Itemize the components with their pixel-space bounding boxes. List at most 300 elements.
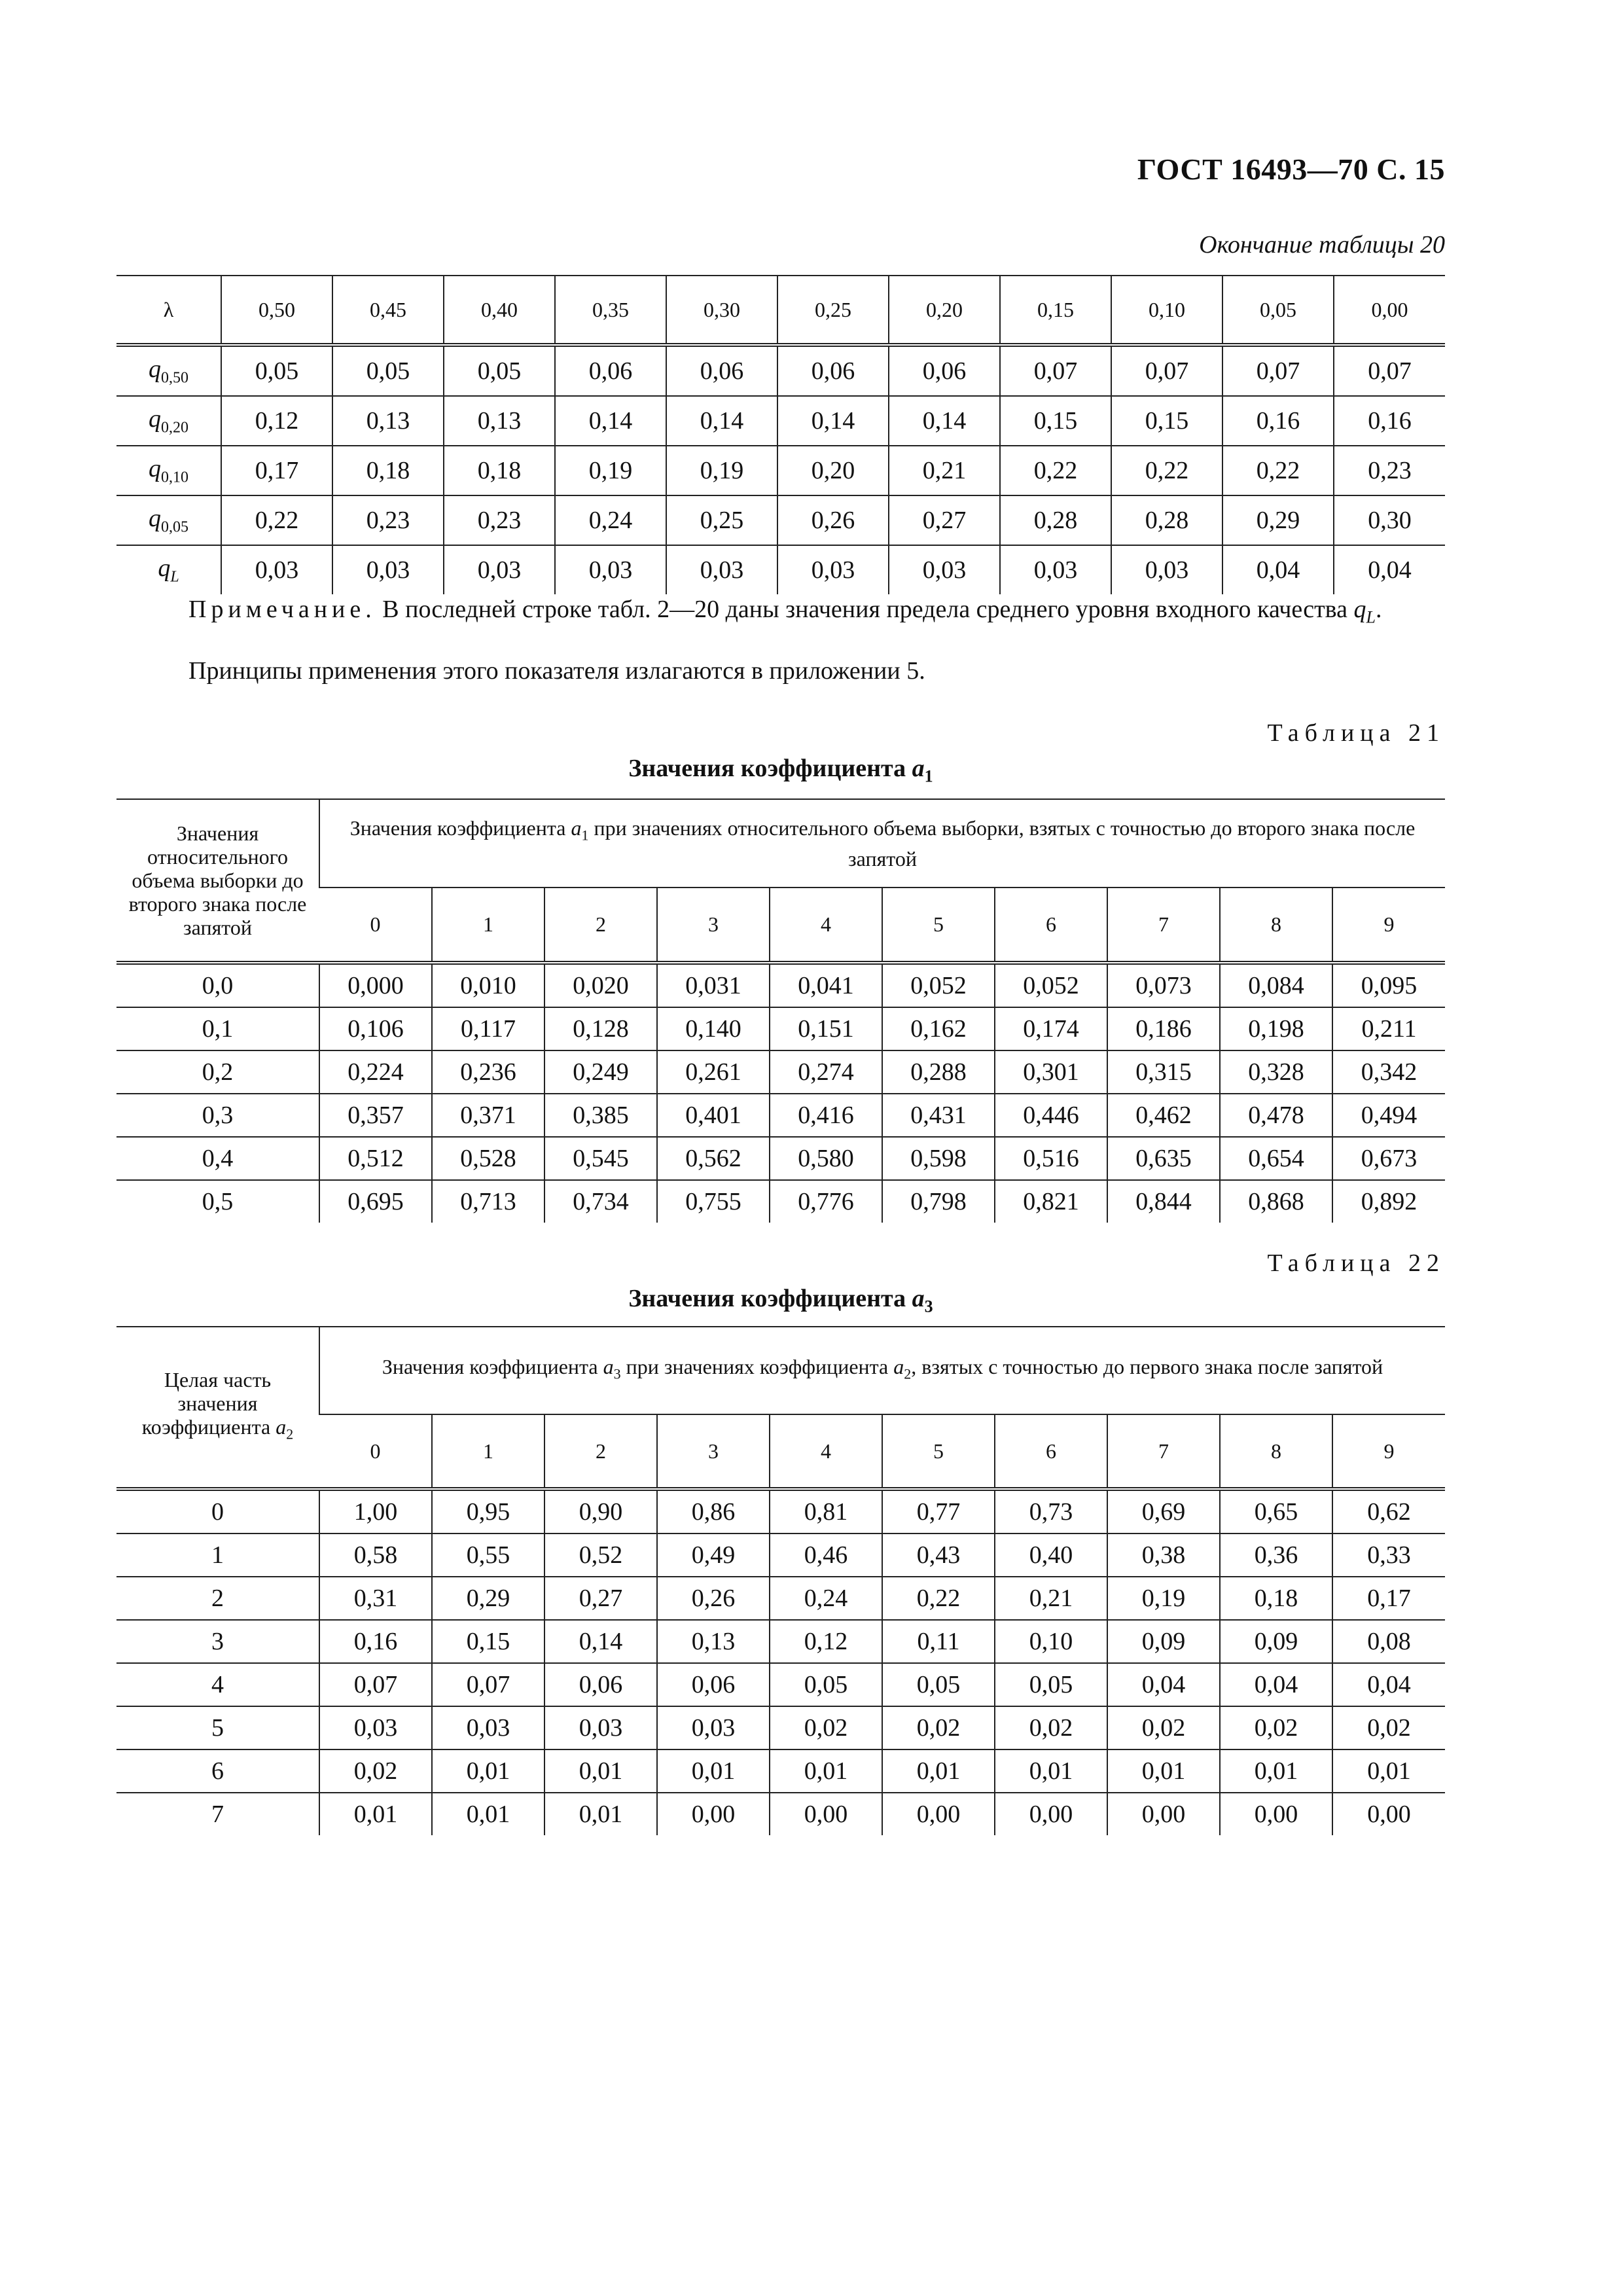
table-row bbox=[116, 1180, 1445, 1223]
digit-header: 3 bbox=[657, 1414, 770, 1489]
table-row bbox=[116, 545, 1445, 594]
table-22-title-sym: a bbox=[912, 1285, 925, 1312]
digit-header: 9 bbox=[1332, 888, 1445, 963]
table-cell: 0,301 bbox=[995, 1050, 1107, 1094]
lambda-value: 0,50 bbox=[221, 276, 332, 345]
table-cell: 0,198 bbox=[1220, 1007, 1332, 1050]
table-22-rowhead bbox=[116, 1327, 319, 1489]
table-cell: 0,28 bbox=[1111, 495, 1222, 545]
table-cell: 0,106 bbox=[319, 1007, 432, 1050]
table-cell: 0,776 bbox=[770, 1180, 882, 1223]
table-cell: 0,95 bbox=[432, 1489, 544, 1534]
table-cell: 0,15 bbox=[432, 1620, 544, 1663]
row-key: 0,1 bbox=[116, 1007, 319, 1050]
table-cell: 0,416 bbox=[770, 1094, 882, 1137]
table-cell: 0,14 bbox=[544, 1620, 657, 1663]
table-20 bbox=[116, 275, 1445, 594]
table-cell: 0,151 bbox=[770, 1007, 882, 1050]
table-cell: 0,18 bbox=[332, 446, 444, 495]
digit-header: 6 bbox=[995, 1414, 1107, 1489]
table-cell: 0,328 bbox=[1220, 1050, 1332, 1094]
lambda-value: 0,45 bbox=[332, 276, 444, 345]
table-21-label: Таблица 21 bbox=[1267, 719, 1445, 747]
table-cell: 0,03 bbox=[889, 545, 1000, 594]
table-cell: 0,58 bbox=[319, 1534, 432, 1577]
table-cell: 0,07 bbox=[1000, 345, 1111, 396]
lambda-value: 0,10 bbox=[1111, 276, 1222, 345]
table-cell: 0,46 bbox=[770, 1534, 882, 1577]
table-21-title-sym: a bbox=[912, 755, 925, 782]
table-cell: 0,140 bbox=[657, 1007, 770, 1050]
table-cell: 0,052 bbox=[882, 963, 995, 1007]
table-cell: 0,04 bbox=[1334, 545, 1445, 594]
digit-header: 6 bbox=[995, 888, 1107, 963]
digit-header: 8 bbox=[1220, 1414, 1332, 1489]
table-row bbox=[116, 396, 1445, 446]
table-22 bbox=[116, 1326, 1445, 1835]
table-cell: 0,095 bbox=[1332, 963, 1445, 1007]
table-cell: 0,03 bbox=[432, 1706, 544, 1749]
table-note bbox=[116, 594, 1445, 633]
table-cell: 0,03 bbox=[319, 1706, 432, 1749]
digit-header: 5 bbox=[882, 1414, 995, 1489]
digit-header: 7 bbox=[1107, 888, 1220, 963]
table-cell: 0,25 bbox=[666, 495, 777, 545]
table-cell: 0,13 bbox=[657, 1620, 770, 1663]
table-cell: 0,03 bbox=[777, 545, 889, 594]
table-22-label: Таблица 22 bbox=[1267, 1249, 1445, 1277]
table-21 bbox=[116, 798, 1445, 1223]
table-cell: 0,15 bbox=[1000, 396, 1111, 446]
table-cell: 0,01 bbox=[1220, 1749, 1332, 1793]
table-cell: 0,05 bbox=[995, 1663, 1107, 1706]
digit-header: 0 bbox=[319, 1414, 432, 1489]
table-cell: 0,315 bbox=[1107, 1050, 1220, 1094]
table-cell: 0,01 bbox=[657, 1749, 770, 1793]
table-row bbox=[116, 1749, 1445, 1793]
table-cell: 0,13 bbox=[444, 396, 555, 446]
table-22-colhead-b: при значениях коэффициента bbox=[620, 1355, 894, 1379]
table-cell: 0,695 bbox=[319, 1180, 432, 1223]
table-cell: 0,02 bbox=[1107, 1706, 1220, 1749]
table-22-title-sub: 3 bbox=[924, 1297, 933, 1316]
table-cell: 0,117 bbox=[432, 1007, 544, 1050]
table-row bbox=[116, 1577, 1445, 1620]
table-cell: 0,18 bbox=[444, 446, 555, 495]
table-22-colhead-c: , взятых с точностью до первого знака после запятой bbox=[911, 1355, 1383, 1379]
lambda-value: 0,30 bbox=[666, 276, 777, 345]
table-cell: 0,010 bbox=[432, 963, 544, 1007]
table-cell: 0,10 bbox=[995, 1620, 1107, 1663]
note-end: . bbox=[1375, 596, 1382, 623]
table-row bbox=[116, 1489, 1445, 1534]
table-cell: 0,01 bbox=[882, 1749, 995, 1793]
table-cell: 0,23 bbox=[1334, 446, 1445, 495]
table-cell: 0,73 bbox=[995, 1489, 1107, 1534]
table-row bbox=[116, 963, 1445, 1007]
table-cell: 0,868 bbox=[1220, 1180, 1332, 1223]
table-cell: 0,07 bbox=[432, 1663, 544, 1706]
lambda-value: 0,25 bbox=[777, 276, 889, 345]
table-row bbox=[116, 1137, 1445, 1180]
table-cell: 0,03 bbox=[444, 545, 555, 594]
row-key: 0,5 bbox=[202, 1188, 234, 1215]
table-21-rowhead: Значения относительного объема выборки до второго знака после запятой bbox=[116, 799, 319, 963]
table-cell: 0,385 bbox=[544, 1094, 657, 1137]
row-symbol-sub: 0,10 bbox=[161, 469, 188, 486]
table-cell: 0,05 bbox=[882, 1663, 995, 1706]
table-cell: 0,073 bbox=[1107, 963, 1220, 1007]
table-cell: 0,734 bbox=[544, 1180, 657, 1223]
table-22-rowhead-sub: 2 bbox=[286, 1426, 294, 1443]
table-cell: 0,16 bbox=[1222, 396, 1334, 446]
table-cell: 0,04 bbox=[1332, 1663, 1445, 1706]
table-cell: 0,05 bbox=[221, 345, 332, 396]
table-cell: 0,02 bbox=[1332, 1706, 1445, 1749]
row-symbol-letter: q bbox=[158, 554, 171, 583]
table-cell: 0,00 bbox=[657, 1793, 770, 1835]
note-label: Примечание. bbox=[188, 596, 376, 623]
table-cell: 0,654 bbox=[1220, 1137, 1332, 1180]
table-cell: 0,19 bbox=[555, 446, 666, 495]
row-key: 6 bbox=[116, 1749, 319, 1793]
table-cell: 0,07 bbox=[1111, 345, 1222, 396]
table-cell: 0,01 bbox=[544, 1793, 657, 1835]
table-cell: 0,01 bbox=[432, 1793, 544, 1835]
table-cell: 0,673 bbox=[1332, 1137, 1445, 1180]
table-cell: 0,713 bbox=[432, 1180, 544, 1223]
table-cell: 0,15 bbox=[1111, 396, 1222, 446]
table-22-rowhead-sym: a bbox=[276, 1415, 287, 1439]
table-cell: 0,19 bbox=[1107, 1577, 1220, 1620]
table-cell: 0,55 bbox=[432, 1534, 544, 1577]
table-cell: 0,33 bbox=[1332, 1534, 1445, 1577]
table-cell: 0,01 bbox=[1107, 1749, 1220, 1793]
table-22-title bbox=[116, 1284, 1445, 1317]
table-cell: 0,516 bbox=[995, 1137, 1107, 1180]
table-cell: 0,26 bbox=[777, 495, 889, 545]
row-symbol-sub: 0,05 bbox=[161, 518, 188, 536]
row-symbol bbox=[116, 396, 221, 446]
table-cell: 0,02 bbox=[995, 1706, 1107, 1749]
table-cell: 0,22 bbox=[1111, 446, 1222, 495]
table-cell: 0,18 bbox=[1220, 1577, 1332, 1620]
digit-header: 1 bbox=[432, 1414, 544, 1489]
table-cell: 0,04 bbox=[1107, 1663, 1220, 1706]
table-20-header-row bbox=[116, 276, 1445, 345]
table-cell: 0,431 bbox=[882, 1094, 995, 1137]
table-cell: 0,36 bbox=[1220, 1534, 1332, 1577]
row-key: 4 bbox=[116, 1663, 319, 1706]
table-cell: 0,24 bbox=[555, 495, 666, 545]
table-cell: 0,755 bbox=[657, 1180, 770, 1223]
row-symbol-letter: q bbox=[149, 355, 161, 384]
table-row bbox=[116, 495, 1445, 545]
table-cell: 0,22 bbox=[1000, 446, 1111, 495]
table-cell: 0,26 bbox=[657, 1577, 770, 1620]
table-cell: 0,16 bbox=[1334, 396, 1445, 446]
table-22-colhead-sub2: 2 bbox=[904, 1365, 912, 1382]
table-cell: 0,12 bbox=[221, 396, 332, 446]
table-cell: 0,65 bbox=[1220, 1489, 1332, 1534]
table-cell: 0,23 bbox=[444, 495, 555, 545]
table-22-colhead-sym2: a bbox=[893, 1355, 904, 1379]
table-cell: 0,27 bbox=[544, 1577, 657, 1620]
table-cell: 0,00 bbox=[1220, 1793, 1332, 1835]
row-key: 3 bbox=[116, 1620, 319, 1663]
table-21-colhead-sym: a bbox=[571, 816, 582, 840]
table-cell: 0,19 bbox=[666, 446, 777, 495]
table-cell: 0,69 bbox=[1107, 1489, 1220, 1534]
table-cell: 0,07 bbox=[1222, 345, 1334, 396]
table-21-colhead-sub: 1 bbox=[581, 827, 589, 844]
table-cell: 0,14 bbox=[889, 396, 1000, 446]
digit-header: 3 bbox=[657, 888, 770, 963]
table-cell: 0,084 bbox=[1220, 963, 1332, 1007]
table-cell: 1,00 bbox=[319, 1489, 432, 1534]
table-cell: 0,041 bbox=[770, 963, 882, 1007]
table-cell: 0,03 bbox=[657, 1706, 770, 1749]
table-cell: 0,052 bbox=[995, 963, 1107, 1007]
row-key: 0,3 bbox=[116, 1094, 319, 1137]
row-key: 2 bbox=[116, 1577, 319, 1620]
table-cell: 0,05 bbox=[770, 1663, 882, 1706]
table-cell: 0,09 bbox=[1107, 1620, 1220, 1663]
digit-header: 0 bbox=[319, 888, 432, 963]
table-row bbox=[116, 1793, 1445, 1835]
table-cell: 0,12 bbox=[770, 1620, 882, 1663]
row-symbol bbox=[116, 345, 221, 396]
table-cell: 0,031 bbox=[657, 963, 770, 1007]
table-row bbox=[116, 345, 1445, 396]
table-cell: 0,000 bbox=[319, 963, 432, 1007]
table-22-colhead-sym: a bbox=[603, 1355, 614, 1379]
table-cell: 0,342 bbox=[1332, 1050, 1445, 1094]
note-text: В последней строке табл. 2—20 даны значения предела среднего уровня входного качества bbox=[376, 596, 1354, 623]
table-cell: 0,03 bbox=[332, 545, 444, 594]
table-cell: 0,07 bbox=[1334, 345, 1445, 396]
table-cell: 0,01 bbox=[319, 1793, 432, 1835]
table-cell: 0,288 bbox=[882, 1050, 995, 1094]
table-cell: 0,821 bbox=[995, 1180, 1107, 1223]
table-cell: 0,31 bbox=[319, 1577, 432, 1620]
row-symbol bbox=[116, 545, 221, 594]
table-row bbox=[116, 1094, 1445, 1137]
table-cell: 0,249 bbox=[544, 1050, 657, 1094]
table-row bbox=[116, 1663, 1445, 1706]
table-cell: 0,598 bbox=[882, 1137, 995, 1180]
table-cell: 0,186 bbox=[1107, 1007, 1220, 1050]
table-cell: 0,29 bbox=[432, 1577, 544, 1620]
table-cell: 0,446 bbox=[995, 1094, 1107, 1137]
table-cell: 0,06 bbox=[889, 345, 1000, 396]
table-cell: 0,07 bbox=[319, 1663, 432, 1706]
digit-header: 1 bbox=[432, 888, 544, 963]
table-cell: 0,52 bbox=[544, 1534, 657, 1577]
table-22-title-text: Значения коэффициента bbox=[628, 1285, 912, 1312]
table-22-colhead-a: Значения коэффициента bbox=[382, 1355, 603, 1379]
table-cell: 0,580 bbox=[770, 1137, 882, 1180]
table-cell: 0,16 bbox=[319, 1620, 432, 1663]
table-cell: 0,03 bbox=[666, 545, 777, 594]
table-cell: 0,211 bbox=[1332, 1007, 1445, 1050]
table-cell: 0,22 bbox=[1222, 446, 1334, 495]
page-header: ГОСТ 16493—70 С. 15 bbox=[1137, 152, 1445, 186]
table-cell: 0,08 bbox=[1332, 1620, 1445, 1663]
table-21-title-text: Значения коэффициента bbox=[628, 755, 912, 782]
table-cell: 0,81 bbox=[770, 1489, 882, 1534]
table-cell: 0,06 bbox=[666, 345, 777, 396]
table-row bbox=[116, 1534, 1445, 1577]
lambda-value: 0,20 bbox=[889, 276, 1000, 345]
table-cell: 0,40 bbox=[995, 1534, 1107, 1577]
table-cell: 0,00 bbox=[1107, 1793, 1220, 1835]
table-cell: 0,90 bbox=[544, 1489, 657, 1534]
row-symbol bbox=[116, 446, 221, 495]
table-cell: 0,494 bbox=[1332, 1094, 1445, 1137]
note-line2: Принципы применения этого показателя излагаются в приложении 5. bbox=[188, 657, 925, 685]
table-22-colhead-sub: 3 bbox=[613, 1365, 621, 1382]
lambda-label: λ bbox=[116, 276, 221, 345]
table-cell: 0,562 bbox=[657, 1137, 770, 1180]
table-cell: 0,22 bbox=[882, 1577, 995, 1620]
table-22-colhead bbox=[319, 1327, 1445, 1414]
lambda-value: 0,00 bbox=[1334, 276, 1445, 345]
table-cell: 0,02 bbox=[770, 1706, 882, 1749]
table-cell: 0,02 bbox=[882, 1706, 995, 1749]
row-key: 0,2 bbox=[116, 1050, 319, 1094]
table-21-colhead-b: при значениях относительного объема выборки, взятых с точностью до второго знака после запятой bbox=[588, 816, 1416, 871]
table-cell: 0,86 bbox=[657, 1489, 770, 1534]
table-cell: 0,162 bbox=[882, 1007, 995, 1050]
table-cell: 0,02 bbox=[1220, 1706, 1332, 1749]
table-cell: 0,236 bbox=[432, 1050, 544, 1094]
table-cell: 0,04 bbox=[1220, 1663, 1332, 1706]
table-cell: 0,20 bbox=[777, 446, 889, 495]
table-cell: 0,03 bbox=[1111, 545, 1222, 594]
table-cell: 0,24 bbox=[770, 1577, 882, 1620]
digit-header: 8 bbox=[1220, 888, 1332, 963]
digit-header: 2 bbox=[544, 888, 657, 963]
table-cell: 0,128 bbox=[544, 1007, 657, 1050]
row-symbol-sub: 0,20 bbox=[161, 419, 188, 437]
table-cell: 0,401 bbox=[657, 1094, 770, 1137]
table-cell: 0,29 bbox=[1222, 495, 1334, 545]
table-cell: 0,22 bbox=[221, 495, 332, 545]
row-key: 7 bbox=[211, 1801, 224, 1828]
table-cell: 0,77 bbox=[882, 1489, 995, 1534]
table-21-colhead bbox=[319, 799, 1445, 888]
table-cell: 0,05 bbox=[444, 345, 555, 396]
table-row bbox=[116, 1706, 1445, 1749]
row-symbol-sub: L bbox=[170, 568, 179, 586]
table-cell: 0,06 bbox=[544, 1663, 657, 1706]
table-cell: 0,635 bbox=[1107, 1137, 1220, 1180]
table-cell: 0,13 bbox=[332, 396, 444, 446]
table-cell: 0,23 bbox=[332, 495, 444, 545]
digit-header: 4 bbox=[770, 888, 882, 963]
digit-header: 2 bbox=[544, 1414, 657, 1489]
table-cell: 0,261 bbox=[657, 1050, 770, 1094]
table-22-rowhead-text: Целая часть значения коэффициента bbox=[141, 1368, 276, 1439]
table-cell: 0,844 bbox=[1107, 1180, 1220, 1223]
table-cell: 0,06 bbox=[777, 345, 889, 396]
table-cell: 0,17 bbox=[221, 446, 332, 495]
row-symbol-letter: q bbox=[149, 405, 161, 433]
table-cell: 0,28 bbox=[1000, 495, 1111, 545]
table-cell: 0,06 bbox=[555, 345, 666, 396]
row-key: 1 bbox=[116, 1534, 319, 1577]
table-cell: 0,21 bbox=[889, 446, 1000, 495]
table-cell: 0,04 bbox=[1222, 545, 1334, 594]
table-row bbox=[116, 446, 1445, 495]
digit-header: 5 bbox=[882, 888, 995, 963]
table-21-title bbox=[116, 754, 1445, 787]
row-key: 0,0 bbox=[116, 963, 319, 1007]
table-cell: 0,01 bbox=[770, 1749, 882, 1793]
table-cell: 0,00 bbox=[882, 1793, 995, 1835]
table-cell: 0,274 bbox=[770, 1050, 882, 1094]
table-cell: 0,30 bbox=[1334, 495, 1445, 545]
table-cell: 0,00 bbox=[770, 1793, 882, 1835]
table-cell: 0,03 bbox=[221, 545, 332, 594]
table-cell: 0,14 bbox=[555, 396, 666, 446]
table-cell: 0,00 bbox=[1332, 1793, 1445, 1835]
table-cell: 0,01 bbox=[1332, 1749, 1445, 1793]
table-cell: 0,528 bbox=[432, 1137, 544, 1180]
table-cell: 0,06 bbox=[657, 1663, 770, 1706]
table-row bbox=[116, 1007, 1445, 1050]
table-cell: 0,545 bbox=[544, 1137, 657, 1180]
table-cell: 0,224 bbox=[319, 1050, 432, 1094]
table-cell: 0,174 bbox=[995, 1007, 1107, 1050]
lambda-value: 0,15 bbox=[1000, 276, 1111, 345]
table-cell: 0,62 bbox=[1332, 1489, 1445, 1534]
table-cell: 0,020 bbox=[544, 963, 657, 1007]
row-symbol-letter: q bbox=[149, 455, 161, 483]
row-symbol-sub: 0,50 bbox=[161, 369, 188, 387]
table-cell: 0,512 bbox=[319, 1137, 432, 1180]
table-row bbox=[116, 1050, 1445, 1094]
table-cell: 0,03 bbox=[544, 1706, 657, 1749]
lambda-value: 0,40 bbox=[444, 276, 555, 345]
digit-header: 9 bbox=[1332, 1414, 1445, 1489]
table-cell: 0,00 bbox=[995, 1793, 1107, 1835]
table-cell: 0,43 bbox=[882, 1534, 995, 1577]
table-cell: 0,01 bbox=[544, 1749, 657, 1793]
table-cell: 0,38 bbox=[1107, 1534, 1220, 1577]
row-key: 5 bbox=[116, 1706, 319, 1749]
table-21-colhead-a: Значения коэффициента bbox=[349, 816, 571, 840]
table-cell: 0,14 bbox=[777, 396, 889, 446]
row-key: 0 bbox=[116, 1489, 319, 1534]
table-cell: 0,371 bbox=[432, 1094, 544, 1137]
table-cell: 0,01 bbox=[432, 1749, 544, 1793]
digit-header: 4 bbox=[770, 1414, 882, 1489]
table-cell: 0,03 bbox=[555, 545, 666, 594]
table-cell: 0,05 bbox=[332, 345, 444, 396]
lambda-value: 0,05 bbox=[1222, 276, 1334, 345]
table-cell: 0,798 bbox=[882, 1180, 995, 1223]
table-21-title-sub: 1 bbox=[924, 766, 933, 786]
table-cell: 0,14 bbox=[666, 396, 777, 446]
table-cell: 0,462 bbox=[1107, 1094, 1220, 1137]
row-symbol bbox=[116, 495, 221, 545]
table-cell: 0,27 bbox=[889, 495, 1000, 545]
note-symbol-sub: L bbox=[1366, 607, 1376, 627]
table-cell: 0,03 bbox=[1000, 545, 1111, 594]
table-cell: 0,01 bbox=[995, 1749, 1107, 1793]
